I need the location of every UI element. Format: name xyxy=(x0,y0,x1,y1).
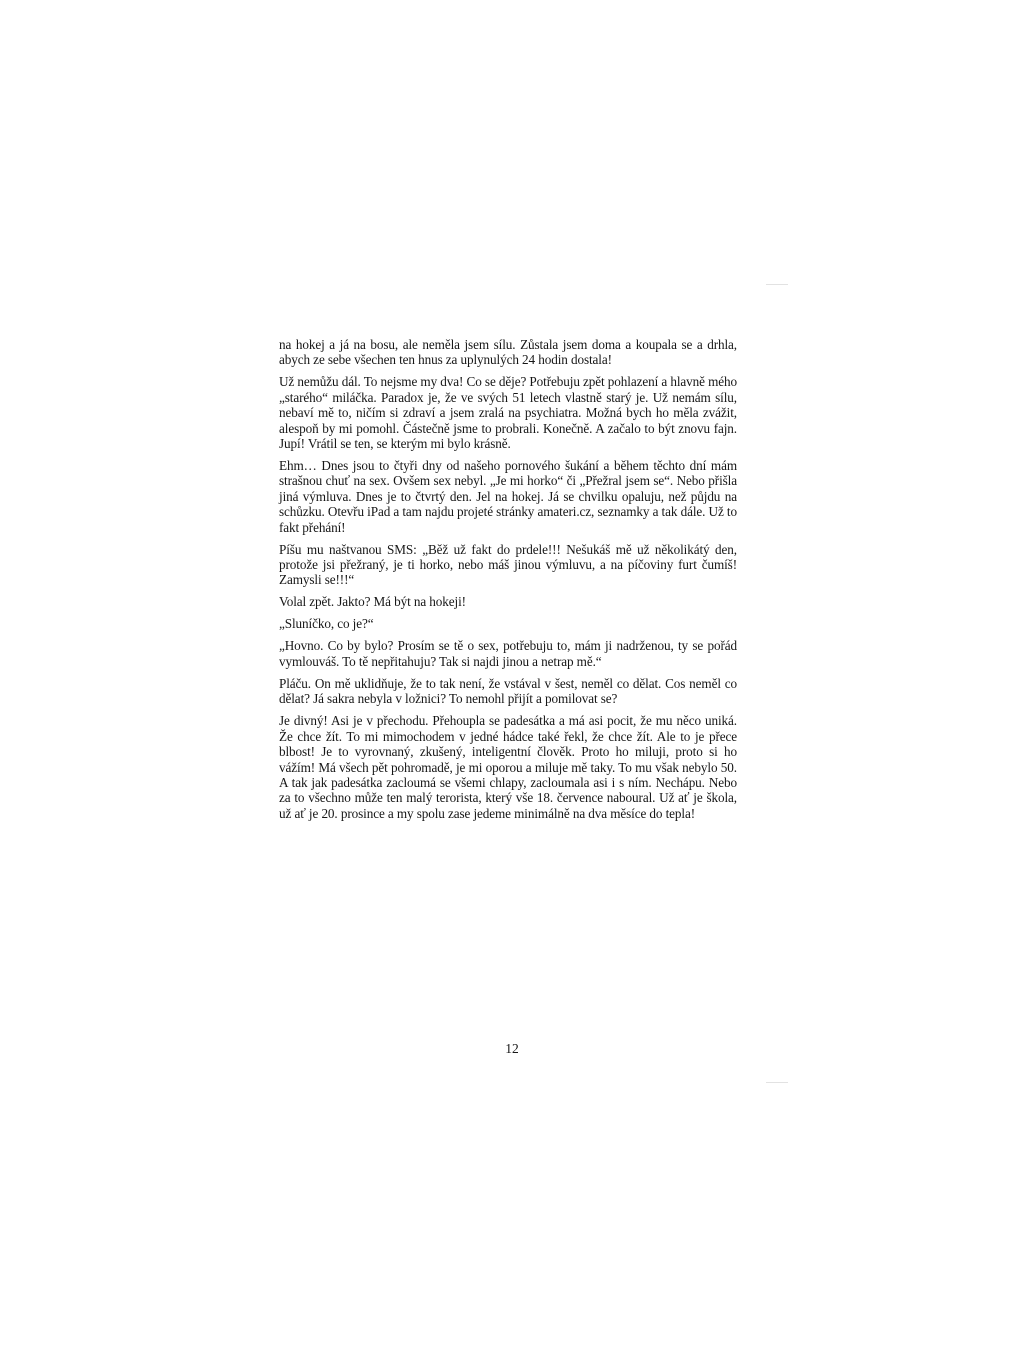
body-text xyxy=(279,337,737,828)
paragraph-2: Už nemůžu dál. To nejsme my dva! Co se děje? Potřebuju zpět pohlazení a hlavně mého „starého“ miláčka. Paradox je, že ve svých 51 letech vlastně starý je. Už nemám sílu, nebaví mě to, ničím si zdraví a jsem zralá na psychiatra. Možná bych ho měla zvážit, alespoň by mi pomohl. Částečně jsme to probrali. Konečně. A začalo to být znovu fajn. Jupí! Vrátil se ten, se kterým mi bylo krásně. xyxy=(279,374,737,452)
paragraph-5: Volal zpět. Jakto? Má být na hokeji! xyxy=(279,594,466,610)
paragraph-1: na hokej a já na bosu, ale neměla jsem sílu. Zůstala jsem doma a koupala se a drhla, abych ze sebe všechen ten hnus za uplynulých 24 hodin dostala! xyxy=(279,337,737,368)
paragraph-3: Ehm… Dnes jsou to čtyři dny od našeho pornového šukání a během těchto dní mám strašnou chuť na sex. Ovšem sex nebyl. „Je mi horko“ či „Přežral jsem se“. Nebo přišla jiná výmluva. Dnes je to čtvrtý den. Jel na hokej. Já se chvilku opaluju, než půjdu na schůzku. Otevřu iPad a tam najdu projeté stránky amateri.cz, seznamky a tak dále. Už to fakt přehání! xyxy=(279,458,737,535)
page-number: 12 xyxy=(505,1041,519,1056)
paragraph-8: Pláču. On mě uklidňuje, že to tak není, že vstával v šest, neměl co dělat. Cos neměl co dělat? Já sakra nebyla v ložnici? To nemohl přijít a pomilovat se? xyxy=(279,675,737,707)
paragraph-4: Píšu mu naštvanou SMS: „Běž už fakt do prdele!!! Nešukáš mě už několikátý den, protože jsi přežraný, je ti horko, nebo máš jinou výmluvu, a na píčoviny furt čumíš! Zamysli se!!!“ xyxy=(279,541,737,588)
crop-mark-top xyxy=(766,284,788,285)
paragraph-7: „Hovno. Co by bylo? Prosím se tě o sex, potřebuju to, mám ji nadrženou, ty se pořád vymlouváš. To tě nepřitahuju? Tak si najdi jinou a netrap mě.“ xyxy=(279,638,737,669)
crop-mark-bottom xyxy=(766,1082,788,1083)
paragraph-9: Je divný! Asi je v přechodu. Přehoupla se padesátka a má asi pocit, že mu něco uniká. Že chce žít. To mi mimochodem v jedné hádce také řekl, že chce žít. Ale to je přece blbost! Je to vyrovnaný, zkušený, inteligentní člověk. Proto ho miluji, proto si ho vážím! Má všech pět pohromadě, je mi oporou a miluje mě taky. To mu však nebylo 50. A tak jak padesátka zacloumá se všemi chlapy, zacloumala asi i s ním. Nechápu. Nebo za to všechno může ten malý terorista, který vše 18. července naboural. Už ať je škola, už ať je 20. prosince a my spolu zase jedeme minimálně na dva měsíce do tepla! xyxy=(279,713,737,821)
paragraph-6: „Sluníčko, co je?“ xyxy=(279,616,374,632)
